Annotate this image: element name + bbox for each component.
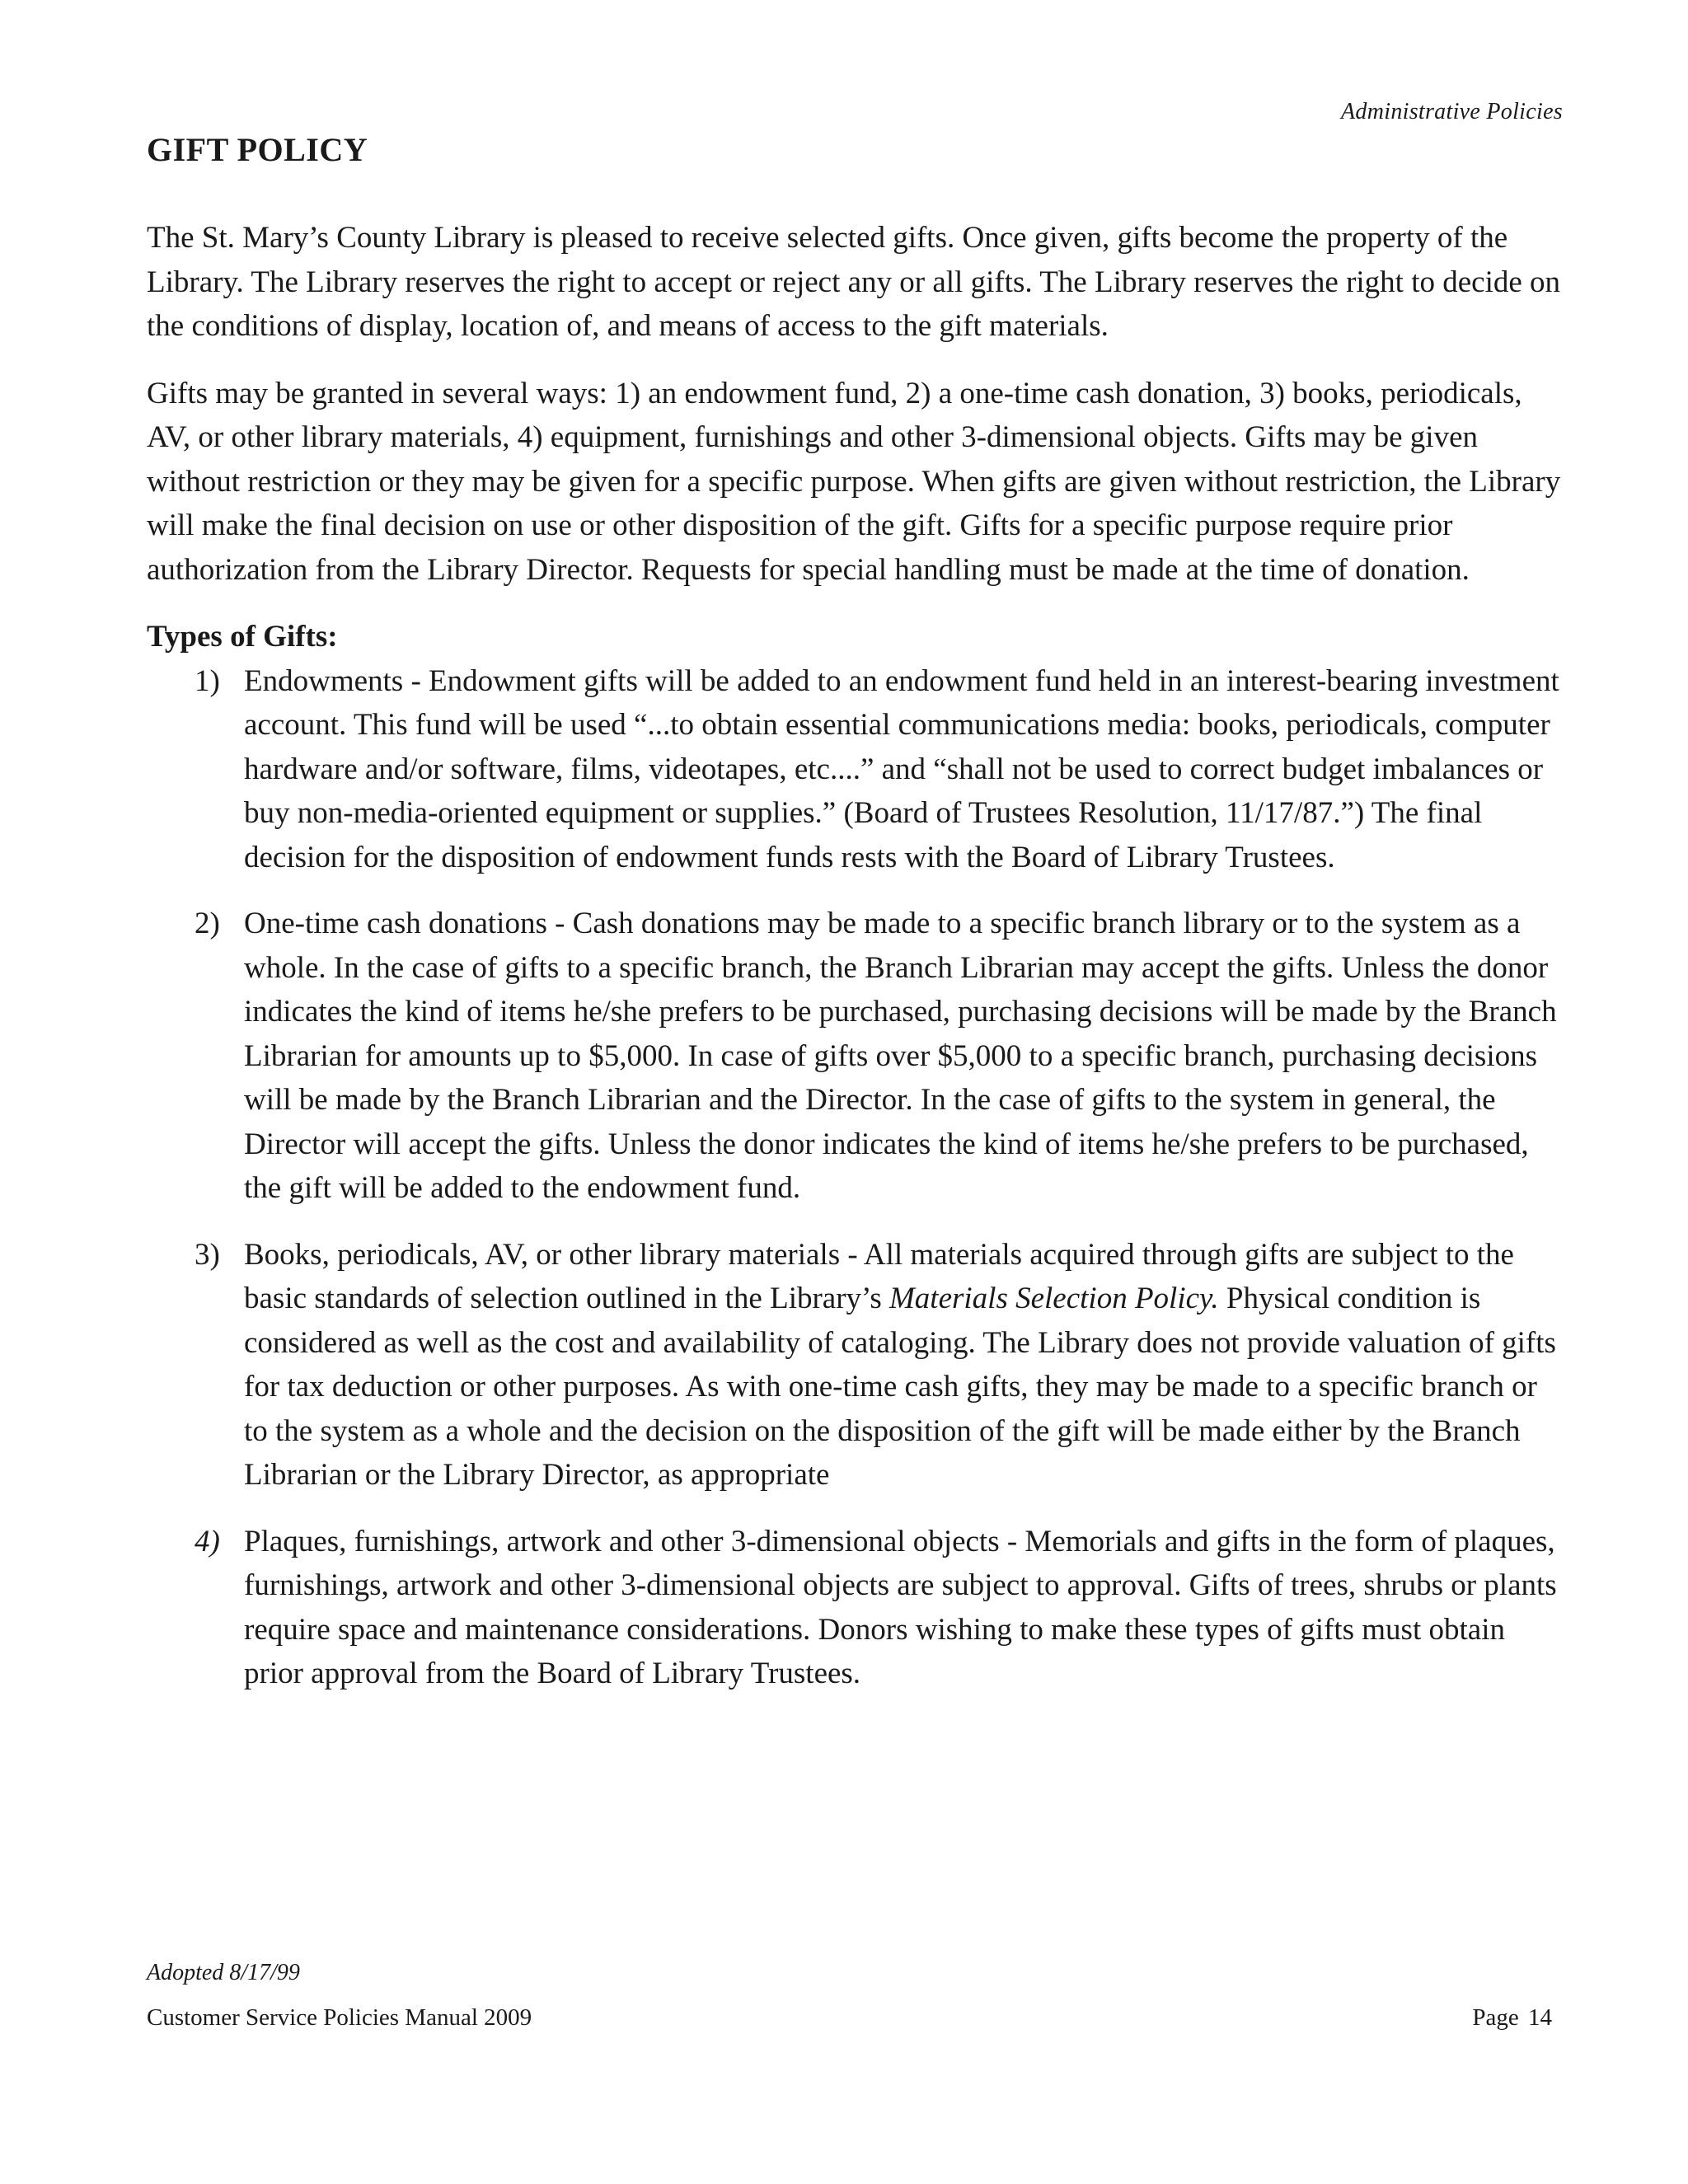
list-number: 3) [195,1237,220,1272]
list-number: 2) [195,907,220,940]
list-item-text: Plaques, furnishings, artwork and other 3-dimensional objects - Memorials and gifts in the form of plaques, furnishings, artwork and other 3-dimensional objects are subject to approval. Gifts of trees, shrubs or plants require space and maintenance considerations. Donors wishing to make these types of gifts must obtain prior approval from the Board of Library Trustees. [244,1524,1557,1690]
list-number: 1) [195,663,220,698]
types-heading: Types of Gifts: [147,620,338,654]
adopted-date: Adopted 8/17/99 [147,1960,300,1985]
running-header: Administrative Policies [1341,99,1563,124]
policy-reference: Materials Selection Policy. [889,1282,1219,1315]
list-item-cash-donations [147,902,1566,1211]
list-item-library-materials [147,1233,1566,1497]
footer-page-number: Page 14 [1472,2004,1552,2031]
list-item-text-end: Physical condition is considered as well as the cost and availability of cataloging. The Library does not provide valuation of gifts for tax deduction or other purposes. As with one-time cash gifts, they may be made to a specific branch or to the system as a whole and the decision on the disposition of the gift will be made either by the Branch Librarian or the Library Director, as appropriate [244,1282,1556,1492]
list-item-endowments [147,659,1566,880]
list-item-text [244,1238,1556,1493]
list-number: 4) [195,1524,220,1558]
list-item-plaques-furnishings [147,1520,1566,1696]
gift-types-list [147,659,1566,1696]
footer-manual-title: Customer Service Policies Manual 2009 [147,2004,532,2031]
policy-body [147,216,1566,1718]
ways-paragraph: Gifts may be granted in several ways: 1) an endowment fund, 2) a one-time cash donation, 3) books, periodicals, AV, or other library materials, 4) equipment, furnishings and other 3-dimensional objects. Gifts may be given without restriction or they may be given for a specific purpose. When gifts are given without restriction, the Library will make the final decision on use or other disposition of the gift. Gifts for a specific purpose require prior authorization from the Library Director. Requests for special handling must be made at the time of donation. [147,376,1561,587]
list-item-text: One-time cash donations - Cash donations may be made to a specific branch library or to the system as a whole. In the case of gifts to a specific branch, the Branch Librarian may accept the gifts. Unless the donor indicates the kind of items he/she prefers to be purchased, purchasing decisions will be made by the Branch Librarian for amounts up to $5,000. In case of gifts over $5,000 to a specific branch, purchasing decisions will be made by the Branch Librarian and the Director. In the case of gifts to the system in general, the Director will accept the gifts. Unless the donor indicates the kind of items he/she prefers to be purchased, the gift will be added to the endowment fund. [244,907,1557,1205]
list-item-text: Endowments - Endowment gifts will be added to an endowment fund held in an interest-bearing investment account. This fund will be used “...to obtain essential communications media: books, periodicals, computer hardware and/or software, films, videotapes, etc....” and “shall not be used to correct budget imbalances or buy non-media-oriented equipment or supplies.” (Board of Trustees Resolution, 11/17/87.”) The final decision for the disposition of endowment funds rests with the Board of Library Trustees. [244,663,1559,874]
list-item-text-start: Books, periodicals, AV, or other library materials - All materials acquired through gifts are subject to the basic standards of selection outlined in the Library’s [244,1237,1514,1315]
page-title: GIFT POLICY [147,131,368,168]
intro-paragraph: The St. Mary’s County Library is pleased to receive selected gifts. Once given, gifts become the property of the Library. The Library reserves the right to accept or reject any or all gifts. The Library reserves the right to decide on the conditions of display, location of, and means of access to the gift materials. [147,221,1561,343]
